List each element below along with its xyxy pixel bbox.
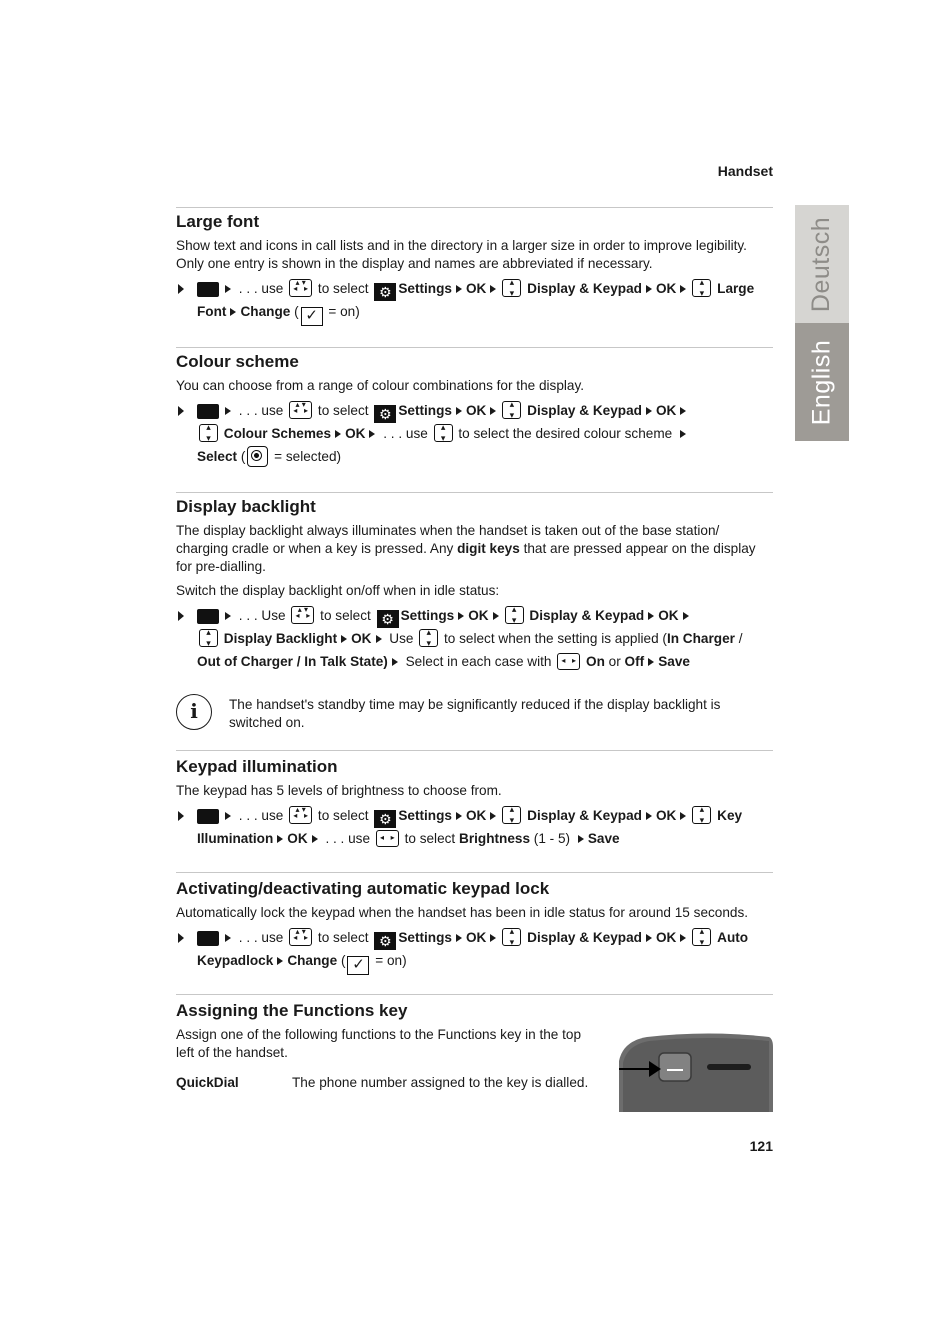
key-ok: OK (658, 608, 679, 623)
section-title: Colour scheme (176, 352, 299, 371)
menu-key-icon (197, 609, 219, 624)
navigation-up-down-icon (692, 279, 711, 297)
checkbox-checked-icon: ✓ (301, 307, 323, 326)
arrow-icon (369, 430, 375, 438)
arrow-icon (225, 934, 231, 942)
key-ok: OK (465, 808, 487, 823)
key-ok: OK (468, 608, 489, 623)
handset-function-key-icon (619, 1033, 773, 1112)
navigation-up-down-icon (502, 401, 521, 419)
arrow-icon (456, 934, 462, 942)
arrow-icon (392, 658, 398, 666)
note-text: The handset's standby time may be significantly reduced if the display backlight is switched on. (229, 697, 721, 730)
menu-settings: Settings (398, 403, 452, 418)
section-title: Keypad illumination (176, 757, 338, 776)
arrow-icon (341, 635, 347, 643)
arrow-icon (230, 308, 236, 316)
section-body: You can choose from a range of colour combinations for the display. (176, 378, 585, 393)
menu-display-keypad: Display & Keypad (527, 403, 642, 418)
navigation-key-icon (289, 401, 312, 419)
navigation-up-down-icon (502, 806, 521, 824)
arrow-icon (458, 612, 464, 620)
gear-icon: ⚙ (374, 810, 396, 828)
section-body: Switch the display backlight on/off when in idle status: (176, 583, 500, 598)
radio-selected-icon (247, 446, 268, 467)
arrow-icon (493, 612, 499, 620)
navigation-key-icon (289, 928, 312, 946)
gear-icon: ⚙ (374, 283, 396, 301)
menu-key-illumination: Key Illumination (197, 808, 743, 846)
gear-icon: ⚙ (374, 932, 396, 950)
navigation-left-right-icon (557, 653, 580, 670)
menu-settings: Settings (398, 281, 452, 296)
menu-settings: Settings (398, 808, 452, 823)
arrow-icon (490, 285, 496, 293)
handset-illustration (619, 1033, 773, 1112)
arrow-icon (646, 812, 652, 820)
option-on: On (586, 653, 605, 669)
menu-settings: Settings (400, 608, 455, 623)
arrow-icon (456, 285, 462, 293)
section-title: Large font (176, 212, 260, 231)
section-title: Assigning the Functions key (176, 1001, 408, 1020)
navigation-up-down-icon (502, 928, 521, 946)
section-body: Automatically lock the keypad when the handset has been in idle status for around 15 seconds. (176, 905, 749, 920)
key-ok: OK (465, 281, 487, 296)
language-tab-english[interactable] (795, 323, 849, 441)
key-change: Change (240, 304, 291, 319)
menu-display-keypad: Display & Keypad (527, 808, 642, 823)
arrow-icon (225, 407, 231, 415)
key-ok: OK (655, 808, 677, 823)
option-off: Off (624, 653, 645, 669)
arrow-icon (456, 812, 462, 820)
language-tab-deutsch[interactable] (795, 205, 849, 323)
instruction-steps: . . . Use ▴ ▾ ◂ ▸ to select ⚙ Settings OK▴ ▾ Display & Keypad OK ▴ ▾ Display Backlight OK Use ▴ ▾ to select when the setting is applied (In Charger / Out of Charger / In Talk State) Select in each case with ◂ ▸ On or Off Save (176, 605, 773, 673)
arrow-icon (680, 812, 686, 820)
menu-large-font: Large Font (197, 281, 755, 319)
key-select: Select (197, 448, 238, 464)
instruction-steps: . . . use ▴ ▾ ◂ ▸ to select ⚙ Settings OK▴ ▾ Display & Keypad OK ▴ ▾ Colour Schemes OK . . . use ▴ ▾ to select the desired colour scheme Select ( = selected) (176, 400, 773, 468)
arrow-icon (648, 612, 654, 620)
navigation-left-right-icon (376, 830, 399, 847)
arrow-icon (648, 658, 654, 666)
menu-display-keypad: Display & Keypad (527, 281, 642, 296)
navigation-key-icon (291, 606, 314, 624)
navigation-up-down-icon (434, 424, 453, 442)
arrow-icon (490, 812, 496, 820)
step-bullet-icon (178, 811, 184, 821)
page-number: 121 (749, 1138, 773, 1154)
arrow-icon (277, 835, 283, 843)
menu-key-icon (197, 809, 219, 824)
menu-auto-keypadlock: Auto Keypadlock (197, 930, 749, 968)
menu-colour-schemes: Colour Schemes (223, 426, 332, 441)
info-note (176, 696, 773, 732)
running-title: Handset (717, 163, 773, 179)
checkbox-checked-icon: ✓ (347, 956, 369, 975)
key-ok: OK (287, 831, 308, 846)
menu-settings: Settings (398, 930, 452, 945)
navigation-key-icon (289, 806, 312, 824)
gear-icon: ⚙ (377, 610, 399, 628)
step-bullet-icon (178, 611, 184, 621)
navigation-up-down-icon (502, 279, 521, 297)
arrow-icon (456, 407, 462, 415)
step-bullet-icon (178, 406, 184, 416)
section-body: The keypad has 5 levels of brightness to choose from. (176, 783, 502, 798)
arrow-icon (680, 934, 686, 942)
key-ok: OK (655, 403, 677, 418)
navigation-up-down-icon (199, 629, 218, 647)
key-change: Change (287, 953, 338, 968)
arrow-icon (680, 407, 686, 415)
arrow-icon (225, 812, 231, 820)
arrow-icon (646, 407, 652, 415)
key-ok: OK (655, 281, 677, 296)
gear-icon: ⚙ (374, 405, 396, 423)
section-body: Show text and icons in call lists and in the directory in a larger size in order to improve legibility. Only one entry is shown in the display and names are abbreviated if necessary. (176, 238, 747, 271)
key-ok: OK (351, 631, 372, 646)
key-ok: OK (345, 426, 366, 441)
option-brightness: Brightness (459, 831, 531, 846)
section-display-backlight (176, 492, 773, 732)
menu-key-icon (197, 931, 219, 946)
step-bullet-icon (178, 284, 184, 294)
instruction-steps: . . . use ▴ ▾ ◂ ▸ to select ⚙ Settings OK▴ ▾ Display & Keypad OK▴ ▾ Large Font Change ( ✓ = on) (176, 278, 773, 326)
key-ok: OK (465, 403, 487, 418)
navigation-up-down-icon (419, 629, 438, 647)
navigation-up-down-icon (692, 806, 711, 824)
arrow-icon (683, 612, 689, 620)
instruction-steps: . . . use ▴ ▾ ◂ ▸ to select ⚙ Settings OK▴ ▾ Display & Keypad OK▴ ▾ Key Illumination OK . . . use ◂ ▸ to select Brightness (1 - 5) Save (176, 805, 773, 851)
section-large-font (176, 207, 773, 326)
menu-key-icon (197, 282, 219, 297)
navigation-up-down-icon (199, 424, 218, 442)
key-save: Save (587, 831, 620, 846)
section-keypad-illumination (176, 750, 773, 851)
language-tab-label: English (807, 339, 836, 425)
section-colour-scheme (176, 347, 773, 468)
language-tab-label: Deutsch (807, 216, 836, 312)
menu-key-icon (197, 404, 219, 419)
menu-display-keypad: Display & Keypad (527, 930, 642, 945)
menu-display-backlight: Display Backlight (223, 631, 338, 646)
section-body: Assign one of the following functions to the Functions key in the top left of the handset. (176, 1027, 582, 1060)
definition-term: QuickDial (176, 1075, 239, 1090)
instruction-steps: . . . use ▴ ▾ ◂ ▸ to select ⚙ Settings OK▴ ▾ Display & Keypad OK▴ ▾ Auto Keypadlock Change ( ✓ = on) (176, 927, 773, 975)
option-in-charger: In Charger (666, 631, 735, 646)
arrow-icon (225, 612, 231, 620)
arrow-icon (277, 957, 283, 965)
section-title: Display backlight (176, 497, 316, 516)
arrow-icon (312, 835, 318, 843)
arrow-icon (680, 285, 686, 293)
navigation-key-icon (289, 279, 312, 297)
key-save: Save (658, 653, 690, 669)
navigation-up-down-icon (692, 928, 711, 946)
arrow-icon (335, 430, 341, 438)
key-ok: OK (465, 930, 487, 945)
arrow-icon (578, 835, 584, 843)
info-icon: i (176, 694, 212, 730)
definition-text: The phone number assigned to the key is dialled. (292, 1075, 589, 1090)
arrow-icon (490, 407, 496, 415)
arrow-icon (225, 285, 231, 293)
arrow-icon (646, 285, 652, 293)
navigation-up-down-icon (505, 606, 524, 624)
section-keypad-lock (176, 872, 773, 975)
step-bullet-icon (178, 933, 184, 943)
section-title: Activating/deactivating automatic keypad lock (176, 879, 550, 898)
arrow-icon (376, 635, 382, 643)
option-out-of-charger: Out of Charger / In Talk State) (197, 653, 388, 669)
arrow-icon (680, 430, 686, 438)
key-ok: OK (655, 930, 677, 945)
arrow-icon (646, 934, 652, 942)
section-body: The display backlight always illuminates when the handset is taken out of the base station/ charging cradle or when a key is pressed. Any digit keys that are pressed appear on the display for pre-dialling. (176, 523, 756, 574)
menu-display-keypad: Display & Keypad (529, 608, 645, 623)
arrow-icon (490, 934, 496, 942)
